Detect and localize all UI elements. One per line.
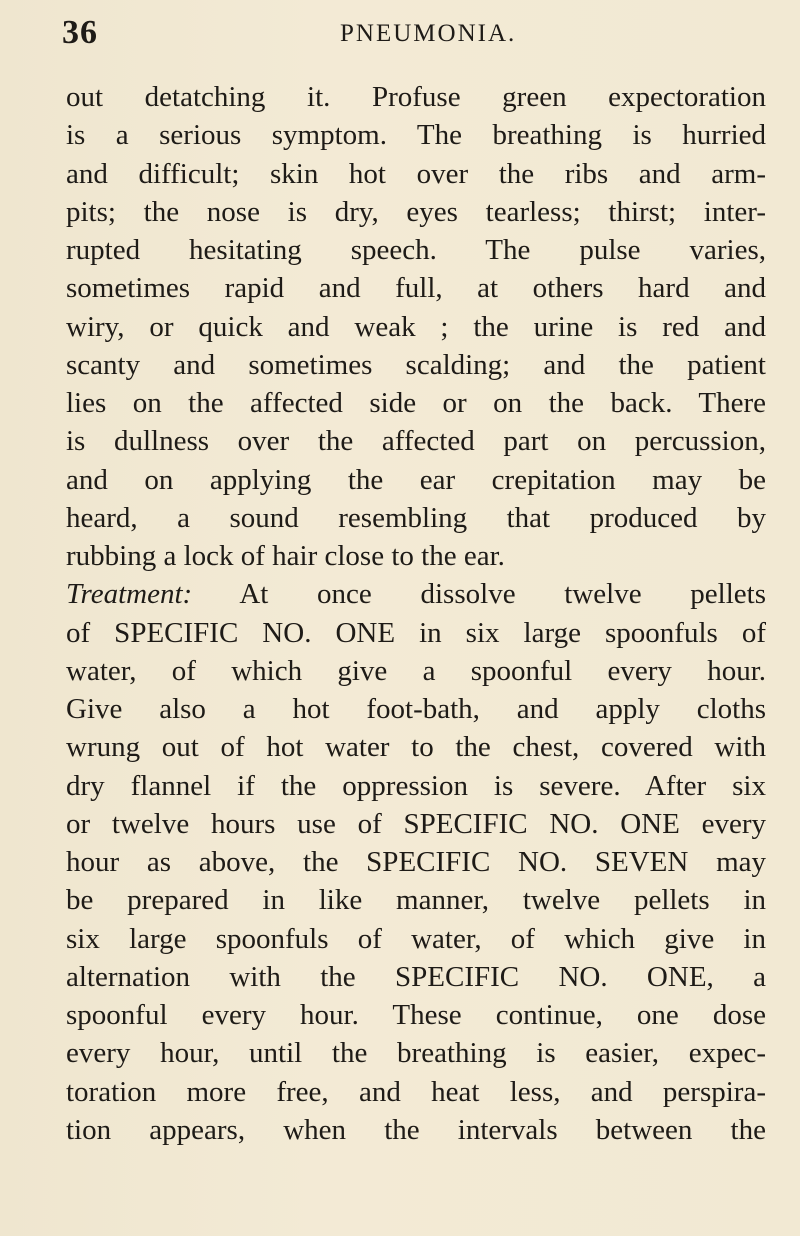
text-line: Give also a hot foot-bath, and apply cloths [66,693,766,725]
treatment-heading: Treatment: [66,578,193,611]
text-line: or twelve hours use of SPECIFIC NO. ONE every [66,807,766,840]
text-line: lies on the affected side or on the back. There [66,387,766,419]
text-line: and on applying the ear crepitation may be [66,463,766,496]
text-line: be prepared in like manner, twelve pellets in [66,884,766,917]
text-line: water, of which give a spoonful every hour. [66,654,766,687]
text-line: dry flannel if the oppression is severe. After six [66,769,766,802]
text-line: scanty and sometimes scalding; and the patient [66,348,766,381]
text-line: and difficult; skin hot over the ribs and arm- [66,157,766,190]
text-line: rubbing a lock of hair close to the ear. [66,540,505,572]
text-line: sometimes rapid and full, at others hard and [66,272,766,305]
text-line: hour as above, the SPECIFIC NO. SEVEN may [66,846,766,878]
text-line: spoonful every hour. These continue, one dose [66,999,766,1031]
text-line: alternation with the SPECIFIC NO. ONE, a [66,960,766,993]
text-line: every hour, until the breathing is easier, expec- [66,1037,766,1070]
text-line: wrung out of hot water to the chest, covered with [66,731,766,764]
text-line: tion appears, when the intervals between the [66,1113,766,1146]
treatment-text: At once dissolve twelve pellets [192,578,766,611]
text-line: is a serious symptom. The breathing is hurried [66,119,766,152]
text-line: is dullness over the affected part on percussion, [66,425,766,458]
treatment-line [66,575,766,613]
text-line: six large spoonfuls of water, of which give in [66,922,766,955]
page-header [62,14,762,58]
text-line: out detatching it. Profuse green expectoration [66,81,766,113]
running-head: PNEUMONIA. [340,20,517,47]
text-line: rupted hesitating speech. The pulse varies, [66,234,766,266]
body-text [66,78,766,1149]
text-line: wiry, or quick and weak ; the urine is red and [66,310,766,343]
page-number: 36 [62,14,98,51]
text-line: heard, a sound resembling that produced by [66,501,766,534]
text-line: pits; the nose is dry, eyes tearless; thirst; inter- [66,195,766,228]
text-line: of SPECIFIC NO. ONE in six large spoonfuls of [66,616,766,649]
text-line: toration more free, and heat less, and perspira- [66,1075,766,1108]
